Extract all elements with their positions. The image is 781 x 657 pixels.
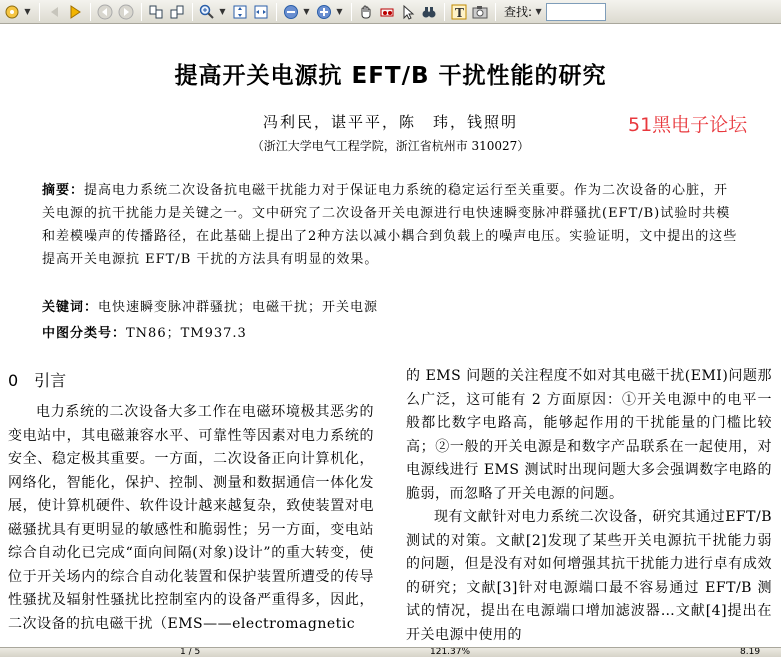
- keywords-text: 电快速瞬变脉冲群骚扰；电磁干扰；开关电源: [98, 300, 379, 315]
- classification: [42, 322, 247, 341]
- find-input[interactable]: [546, 3, 606, 21]
- toolbar-separator: [90, 3, 91, 21]
- page-indicator[interactable]: 1 / 5: [180, 647, 201, 657]
- toolbar-separator: [495, 3, 496, 21]
- watermark: 51黑电子论坛: [628, 114, 748, 136]
- zoom-out-icon[interactable]: [281, 2, 301, 22]
- svg-text:T: T: [455, 5, 464, 20]
- next-page-icon[interactable]: [65, 2, 85, 22]
- keywords-label: 关键词：: [42, 300, 99, 315]
- document-page: [0, 25, 781, 647]
- binoculars-icon[interactable]: [419, 2, 439, 22]
- keywords: [42, 296, 378, 315]
- toolbar-separator: [351, 3, 352, 21]
- first-page-icon[interactable]: [44, 2, 64, 22]
- arrow-tool-icon[interactable]: [398, 2, 418, 22]
- chevron-down-icon[interactable]: ▼: [336, 7, 343, 16]
- page-layout-icon[interactable]: [146, 2, 166, 22]
- text-select-icon[interactable]: [449, 2, 469, 22]
- chevron-down-icon[interactable]: ▼: [219, 7, 226, 16]
- right-column: [406, 365, 772, 647]
- classification-label: 中图分类号：: [42, 326, 127, 341]
- abstract-label: 摘要：: [42, 183, 85, 198]
- left-column: [8, 401, 374, 636]
- paper-title: 提高开关电源抗 EFT/B 干扰性能的研究: [174, 63, 607, 89]
- paragraph: 电力系统的二次设备大多工作在电磁环境极其恶劣的变电站中，其电磁兼容水平、可靠性等因素对电力系统的安全、稳定极其重要。一方面，二次设备正向计算机化，网络化，智能化，保护、控制、测量和数据通信一体化发展，使计算机硬件、软件设计越来越复杂，致使装置对电磁骚扰具有更明显的敏感性和脆弱性；另一方面，变电站综合自动化已完成“面向间隔(对象)设计”的重大转变，使位于开关场内的综合自动化装置和保护装置所遭受的传导性骚扰及辐射性骚扰比控制室内的设备严重得多，因此，二次设备的抗电磁干扰（EMS——electromagnetic: [8, 404, 374, 632]
- chevron-down-icon[interactable]: ▼: [535, 7, 542, 16]
- chevron-down-icon[interactable]: ▼: [24, 7, 31, 16]
- toolbar-separator: [444, 3, 445, 21]
- toolbar-separator: [141, 3, 142, 21]
- page-size-indicator: 8.19: [740, 647, 761, 657]
- paper-authors: 冯利民，谌平平，陈 玮，钱照明: [262, 113, 518, 131]
- paragraph: 的 EMS 问题的关注程度不如对其电磁干扰(EMI)问题那么广泛，这可能有 2 方面原因：①开关电源中的电平一般都比数字电路高，能够起作用的干扰能量的门槛比较高；②一般的开关电源是和数字产品联系在一起使用，对电源线进行 EMS 测试时出现问题大多会强调数字电路的脆弱，而忽略了开关电源的问题。: [406, 368, 772, 502]
- zoom-indicator[interactable]: 121.37%: [430, 647, 471, 657]
- hand-tool-icon[interactable]: [356, 2, 376, 22]
- camera-icon[interactable]: [470, 2, 490, 22]
- paper-affiliation: （浙江大学电气工程学院，浙江省杭州市 310027）: [251, 139, 530, 153]
- abstract-text: 提高电力系统二次设备抗电磁干扰能力对于保证电力系统的稳定运行至关重要。作为二次设备的心脏，开关电源的抗干扰能力是关键之一。文中研究了二次设备开关电源进行电快速瞬变脉冲群骚扰(EFT/B)试验时共模和差模噪声的传播路径，在此基础上提出了2种方法以减小耦合到负载上的噪声电压。实验证明，文中提出的这些提高开关电源抗 EFT/B 干扰的方法具有明显的效果。: [42, 183, 738, 267]
- status-bar: [0, 647, 781, 657]
- snapshot-tool-icon[interactable]: [377, 2, 397, 22]
- section-heading: 0 引言: [8, 371, 67, 390]
- page-layout-alt-icon[interactable]: [167, 2, 187, 22]
- classification-text: TN86；TM937.3: [126, 326, 247, 341]
- forward-icon[interactable]: [116, 2, 136, 22]
- abstract: [42, 179, 742, 271]
- fit-page-icon[interactable]: [230, 2, 250, 22]
- toolbar-separator: [276, 3, 277, 21]
- toolbar-separator: [39, 3, 40, 21]
- toolbar: [0, 0, 781, 24]
- find-label: 查找:: [504, 5, 533, 19]
- zoom-in-icon[interactable]: [197, 2, 217, 22]
- select-tool-icon[interactable]: [2, 2, 22, 22]
- toolbar-separator: [192, 3, 193, 21]
- back-icon[interactable]: [95, 2, 115, 22]
- fit-width-icon[interactable]: [251, 2, 271, 22]
- paragraph: 现有文献针对电力系统二次设备，研究其通过EFT/B 测试的对策。文献[2]发现了某些开关电源抗干扰能力弱的问题，但是没有对如何增强其抗干扰能力进行卓有成效的研究；文献[3]针对电源端口最不容易通过 EFT/B 测试的情况，提出在电源端口增加滤波器…文献[4]提出在开关电源中使用的: [406, 509, 772, 643]
- zoom-plus-icon[interactable]: [314, 2, 334, 22]
- chevron-down-icon[interactable]: ▼: [303, 7, 310, 16]
